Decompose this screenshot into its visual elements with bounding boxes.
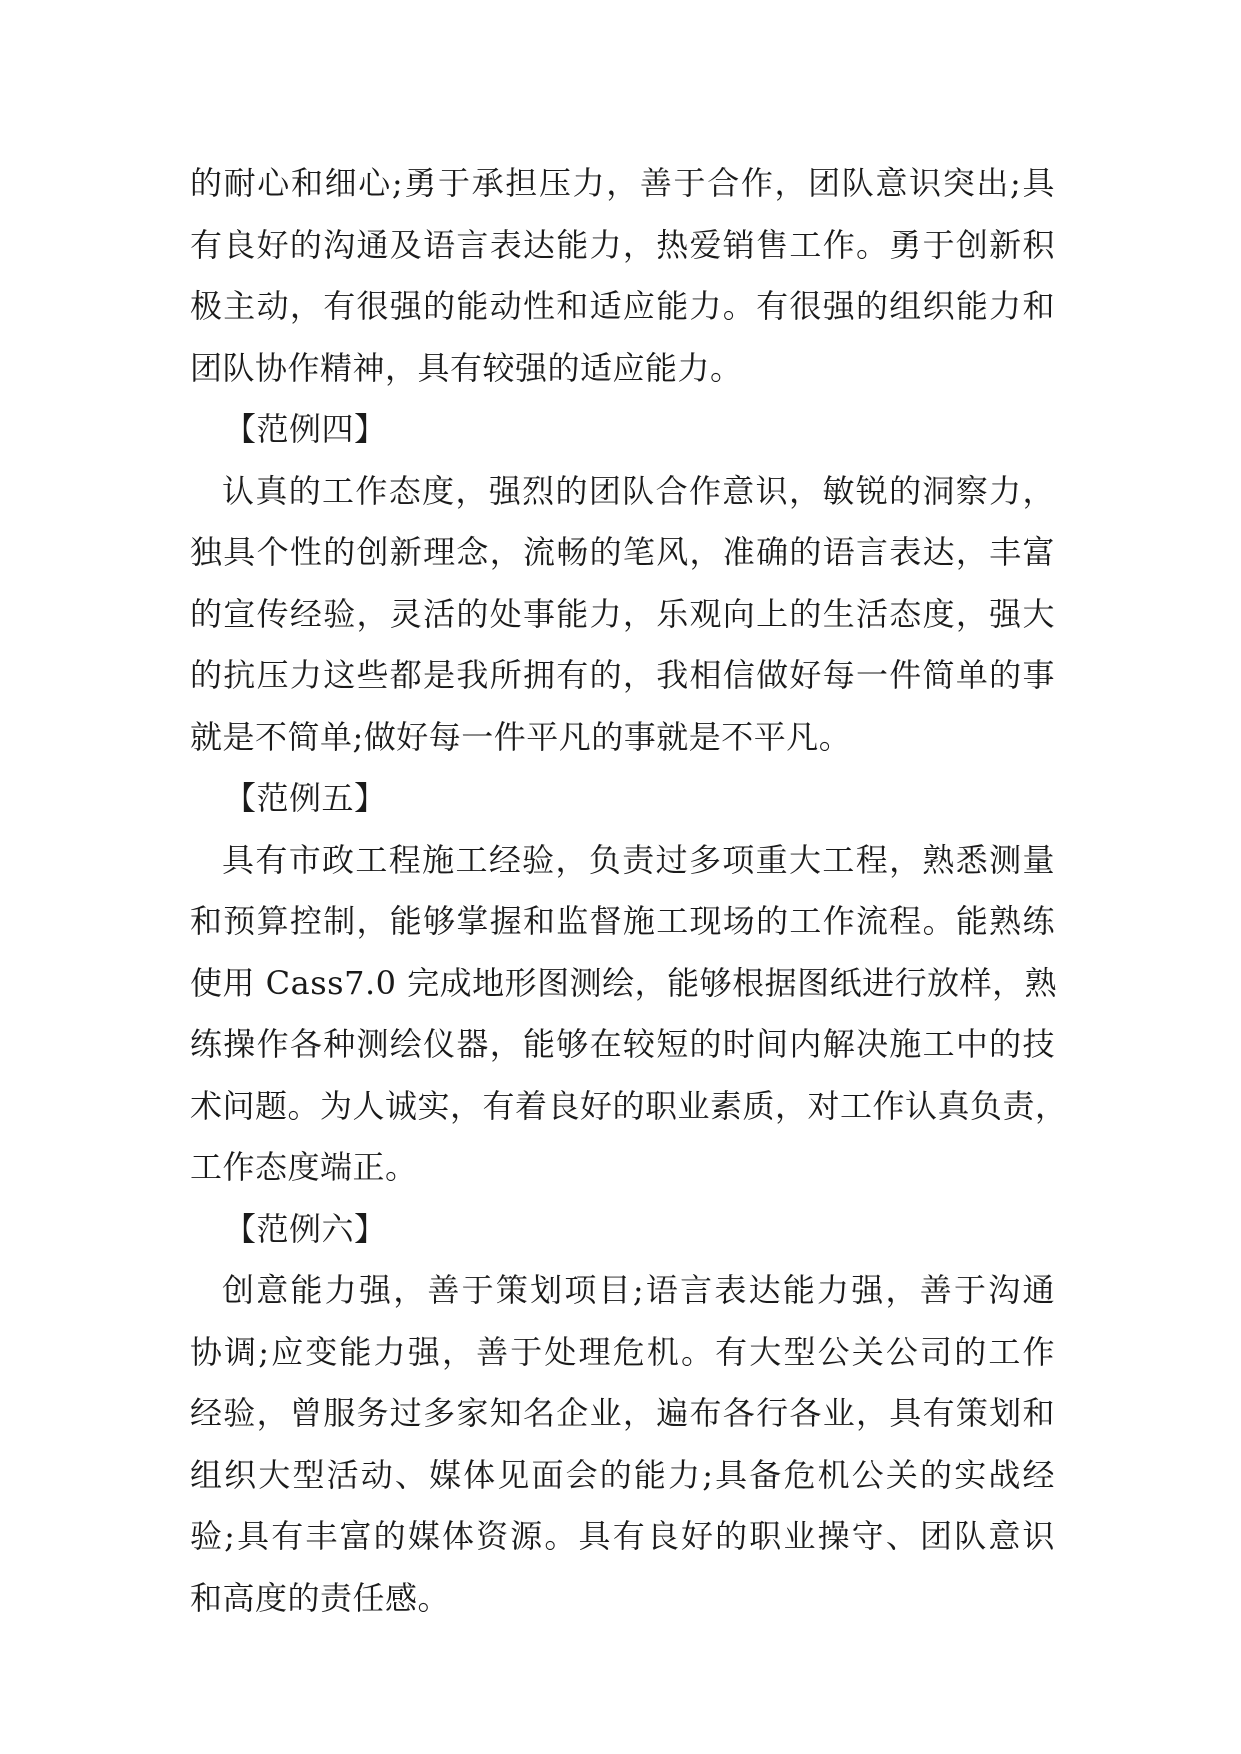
text-line: 就是不简单;做好每一件平凡的事就是不平凡。 xyxy=(190,717,852,756)
text-line: 有良好的沟通及语言表达能力，热爱销售工作。勇于创新积 xyxy=(190,225,1055,264)
text-line: 的宣传经验，灵活的处事能力，乐观向上的生活态度，强大 xyxy=(190,594,1055,633)
text-line: 术问题。为人诚实，有着良好的职业素质，对工作认真负责， xyxy=(190,1086,1068,1125)
paragraph-example-5 xyxy=(190,830,1068,1199)
text-line: 的抗压力这些都是我所拥有的，我相信做好每一件简单的事 xyxy=(190,656,1055,694)
text-line: 和预算控制，能够掌握和监督施工现场的工作流程。能熟练 xyxy=(190,902,1055,940)
text-line: 的耐心和细心;勇于承担压力，善于合作，团队意识突出;具 xyxy=(190,164,1055,202)
paragraph-example-4 xyxy=(190,461,1055,769)
paragraph-intro-continued xyxy=(190,153,1055,399)
text-line: 团队协作精神，具有较强的适应能力。 xyxy=(190,348,743,387)
text-line: 认真的工作态度，强烈的团队合作意识，敏锐的洞察力， xyxy=(222,471,1055,510)
text-line: 练操作各种测绘仪器，能够在较短的时间内解决施工中的技 xyxy=(190,1025,1055,1063)
text-line: 经验，曾服务过多家知名企业，遍布各行各业，具有策划和 xyxy=(190,1394,1055,1432)
document-page xyxy=(190,153,1068,1629)
text-line: 独具个性的创新理念，流畅的笔风，准确的语言表达，丰富 xyxy=(190,533,1055,571)
section-heading-example-5: 【范例五】 xyxy=(224,779,387,817)
section-heading-example-6: 【范例六】 xyxy=(224,1209,387,1248)
text-line: 使用 Cass7.0 完成地形图测绘，能够根据图纸进行放样，熟 xyxy=(190,963,1058,1002)
text-line: 创意能力强，善于策划项目;语言表达能力强，善于沟通 xyxy=(222,1271,1055,1309)
text-line: 工作态度端正。 xyxy=(190,1148,418,1186)
text-line: 验;具有丰富的媒体资源。具有良好的职业操守、团队意识 xyxy=(190,1517,1055,1555)
section-heading-example-4: 【范例四】 xyxy=(224,410,387,448)
text-line: 协调;应变能力强，善于处理危机。有大型公关公司的工作 xyxy=(190,1332,1055,1371)
text-line: 和高度的责任感。 xyxy=(190,1578,451,1617)
text-line: 极主动，有很强的能动性和适应能力。有很强的组织能力和 xyxy=(190,287,1055,325)
text-line: 具有市政工程施工经验，负责过多项重大工程，熟悉测量 xyxy=(222,840,1055,879)
paragraph-example-6 xyxy=(190,1260,1055,1629)
text-line: 组织大型活动、媒体见面会的能力;具备危机公关的实战经 xyxy=(190,1455,1055,1494)
